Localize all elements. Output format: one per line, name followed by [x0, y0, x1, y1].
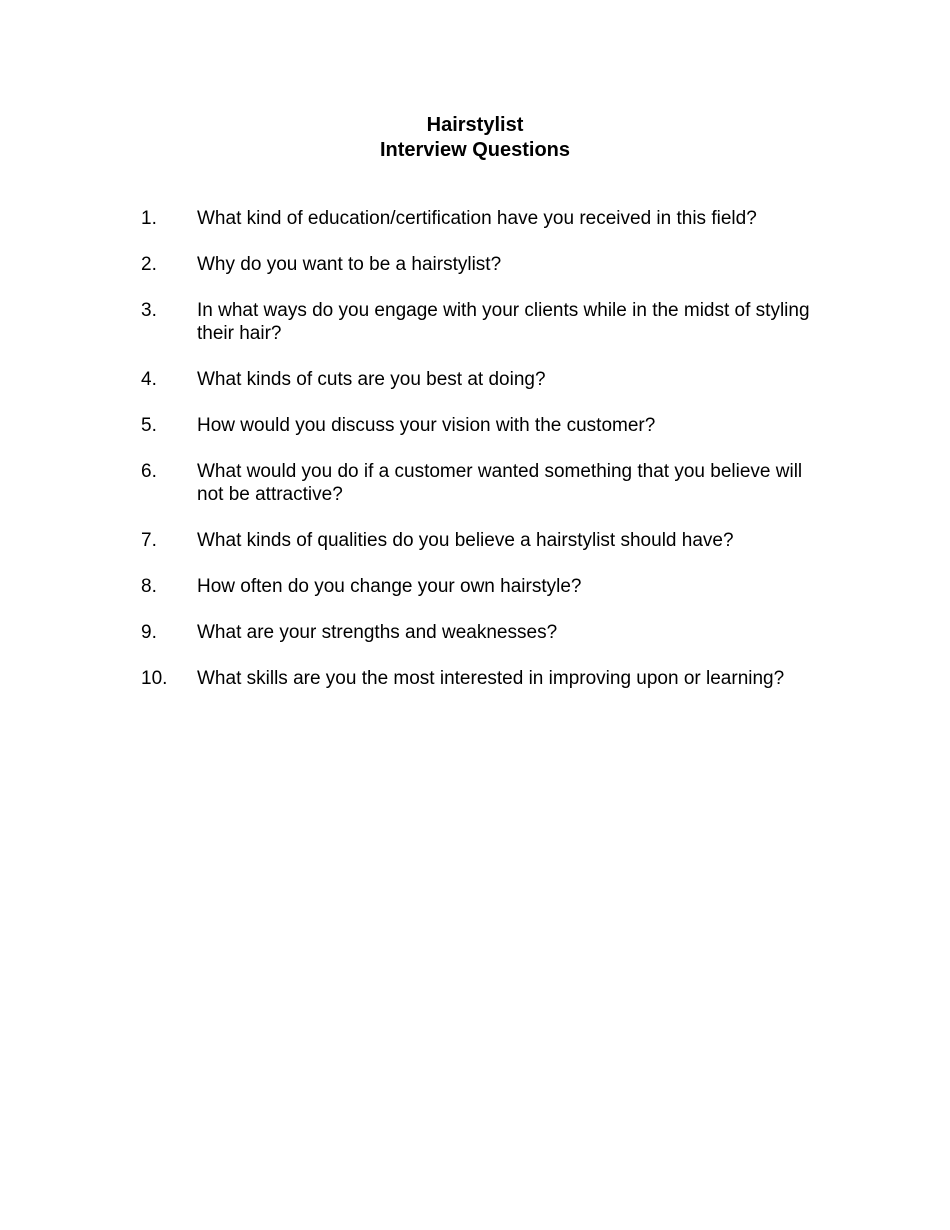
question-number: 5. [141, 415, 157, 436]
question-number: 1. [141, 208, 157, 229]
question-item [141, 460, 831, 506]
title-line-subtitle: Interview Questions [379, 139, 571, 161]
question-list [141, 207, 831, 713]
question-item [141, 207, 831, 230]
question-text: In what ways do you engage with your clients while in the midst of styling their hair? [197, 300, 810, 344]
question-number: 8. [141, 576, 157, 597]
question-item [141, 368, 831, 391]
question-number: 9. [141, 622, 157, 643]
question-text: Why do you want to be a hairstylist? [197, 254, 502, 275]
question-number: 7. [141, 530, 157, 551]
document-title [0, 113, 950, 163]
question-item [141, 299, 831, 345]
question-number: 4. [141, 369, 157, 390]
question-text: What kind of education/certification have you received in this field? [197, 208, 757, 229]
question-text: How often do you change your own hairstyle? [197, 576, 582, 597]
question-number: 6. [141, 461, 157, 482]
question-item [141, 575, 831, 598]
question-text: What kinds of qualities do you believe a hairstylist should have? [197, 530, 734, 551]
question-text: How would you discuss your vision with the customer? [197, 415, 656, 436]
question-text: What kinds of cuts are you best at doing? [197, 369, 546, 390]
question-number: 2. [141, 254, 157, 275]
question-number: 3. [141, 300, 157, 321]
question-item [141, 667, 831, 690]
question-text: What would you do if a customer wanted something that you believe will not be attractive? [197, 461, 803, 505]
title-line-job: Hairstylist [426, 114, 524, 136]
question-number: 10. [141, 668, 168, 689]
question-item [141, 253, 831, 276]
question-text: What are your strengths and weaknesses? [197, 622, 558, 643]
question-text: What skills are you the most interested in improving upon or learning? [197, 668, 785, 689]
question-item [141, 621, 831, 644]
question-item [141, 414, 831, 437]
question-item [141, 529, 831, 552]
